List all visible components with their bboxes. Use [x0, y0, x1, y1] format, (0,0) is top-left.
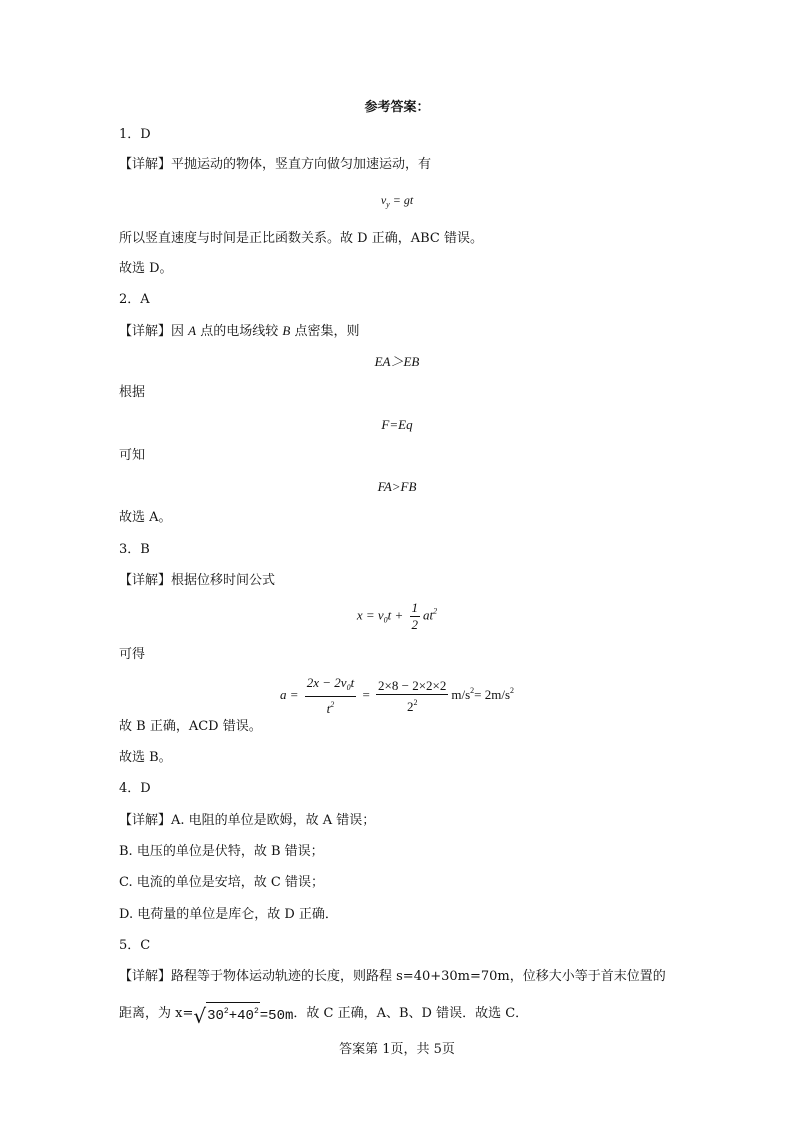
- q5-explanation-line2: 距离，为 x= √ $30^2+40^2$ =50m ．故 C 正确，A、B、D 错误．故选 C．: [119, 1004, 529, 1028]
- q3-displacement-formula: $x = v_0t$ + $\frac{1}{2}$ $at^2$: [356, 600, 438, 632]
- q2-choice: 故选 A。: [119, 510, 172, 525]
- q5-answer: 5．C: [119, 938, 151, 953]
- q2-basis: 根据: [119, 385, 146, 400]
- page-footer: 答案第 1页，共 5页: [339, 1042, 455, 1057]
- q2-answer: 2．A: [119, 292, 150, 307]
- q4-answer: 4．D: [119, 781, 151, 796]
- q2-explanation: 【详解】因 A 点的电场线较 B 点密集，则: [119, 323, 360, 339]
- q4-option-c: C. 电流的单位是安培，故 C 错误；: [119, 875, 324, 890]
- q5-sqrt-expression: √ $30^2+40^2$ =50m: [193, 1004, 294, 1028]
- q4-option-d: D. 电荷量的单位是库仑，故 D 正确．: [119, 907, 338, 922]
- q2-equation-force: F=Eq: [381, 417, 413, 432]
- q1-conclusion: 所以竖直速度与时间是正比函数关系。故 D 正确，ABC 错误。: [119, 231, 483, 246]
- q2-known: 可知: [119, 448, 146, 463]
- q4-option-a: 【详解】A. 电阻的单位是欧姆，故 A 错误；: [119, 813, 376, 828]
- q3-fraction-symbolic: $\frac{2x - 2v_0t}{t^2}$: [306, 675, 355, 716]
- q3-obtain: 可得: [119, 647, 146, 662]
- q3-conclusion: 故 B 正确，ACD 错误。: [119, 719, 262, 734]
- q3-acceleration-formula: a = $\frac{2x - 2v_0t}{t^2}$ = $\frac{2\times 8 - 2\times 2\times 2}{2^2}$ $m/s^2= 2m/s^2$: [279, 675, 515, 716]
- q5-explanation-line1: 【详解】路程等于物体运动轨迹的长度，则路程 s=40+30m=70m，位移大小等于首末位置的: [119, 969, 666, 984]
- q1-choice: 故选 D。: [119, 261, 173, 276]
- q1-explanation: 【详解】平抛运动的物体，竖直方向做匀加速运动，有: [119, 157, 432, 172]
- q2-equation-field-compare: EA＞EB: [374, 354, 420, 369]
- q1-answer: 1．D: [119, 127, 151, 142]
- page-title: 参考答案：: [364, 100, 430, 115]
- q1-equation: $v_y$ = gt: [380, 193, 414, 209]
- q3-explanation: 【详解】根据位移时间公式: [119, 573, 276, 588]
- q2-equation-force-compare: FA>FB: [377, 479, 417, 494]
- q3-choice: 故选 B。: [119, 750, 172, 765]
- q4-option-b: B. 电压的单位是伏特，故 B 错误；: [119, 844, 324, 859]
- q3-fraction-half: $\frac{1}{2}$: [411, 600, 419, 632]
- q3-answer: 3．B: [119, 542, 150, 557]
- q3-fraction-numeric: $\frac{2\times 8 - 2\times 2\times 2}{2^2}$: [378, 677, 447, 714]
